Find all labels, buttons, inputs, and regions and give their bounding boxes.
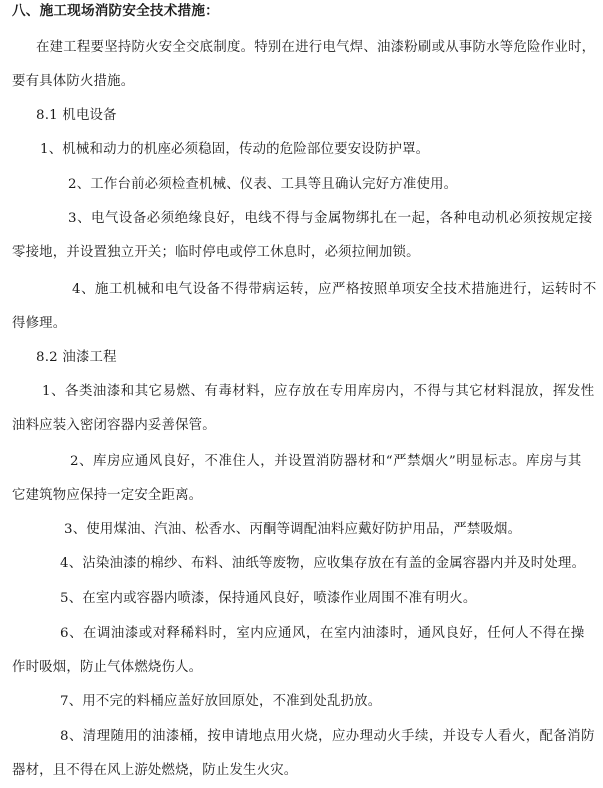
list-item-line: 2、库房应通风良好，不准住人，并设置消防器材和“严禁烟火”明显标志。库房与其 [70,454,582,469]
subsection-title-mechanical-electrical: 8.1 机电设备 [36,108,117,123]
list-item-line: 6、在调油漆或对释稀料时，室内应通风，在室内油漆时，通风良好，任何人不得在操 [60,626,585,641]
list-item-line: 7、用不完的料桶应盖好放回原处，不准到处乱扔放。 [60,694,382,709]
list-item-line: 8、清理随用的油漆桶，按申请地点用火烧，应办理动火手续，并设专人看火，配备消防 [60,729,595,744]
list-item-line: 作时吸烟，防止气体燃烧伤人。 [12,660,203,675]
list-item-line: 4、沾染油漆的棉纱、布料、油纸等废物，应收集存放在有盖的金属容器内并及时处理。 [60,556,586,571]
subsection-title-paint-works: 8.2 油漆工程 [36,350,117,365]
section-heading: 八、施工现场消防安全技术措施： [12,3,219,19]
list-item-line: 2、工作台前必须检查机械、仪表、工具等且确认完好方准使用。 [68,177,458,192]
list-item-line: 它建筑物应保持一定安全距离。 [12,488,203,503]
list-item-line: 3、电气设备必须绝缘良好，电线不得与金属物绑扎在一起，各种电动机必须按规定接 [68,211,593,226]
list-item-line: 3、使用煤油、汽油、松香水、丙酮等调配油料应戴好防护用品，严禁吸烟。 [64,522,522,537]
list-item-line: 1、各类油漆和其它易燃、有毒材料，应存放在专用库房内，不得与其它材料混放，挥发性 [42,384,595,399]
list-item-line: 5、在室内或容器内喷漆，保持通风良好，喷漆作业周围不准有明火。 [60,591,477,606]
list-item-line: 器材，且不得在风上游处燃烧，防止发生火灾。 [12,763,298,778]
list-item-line: 油料应装入密闭容器内妥善保管。 [12,418,216,433]
intro-paragraph-line-2: 要有具体防火措施。 [12,74,135,89]
list-item-line: 1、机械和动力的机座必须稳固，传动的危险部位要安设防护罩。 [40,142,430,157]
list-item-line: 4、施工机械和电气设备不得带病运转，应严格按照单项安全技术措施进行，运转时不 [72,282,597,297]
list-item-line: 零接地，并设置独立开关；临时停电或停工休息时，必须拉闸加锁。 [12,245,420,260]
list-item-line: 得修理。 [12,316,67,331]
intro-paragraph-line-1: 在建工程要坚持防火安全交底制度。特别在进行电气焊、油漆粉刷或从事防水等危险作业时， [36,40,596,55]
